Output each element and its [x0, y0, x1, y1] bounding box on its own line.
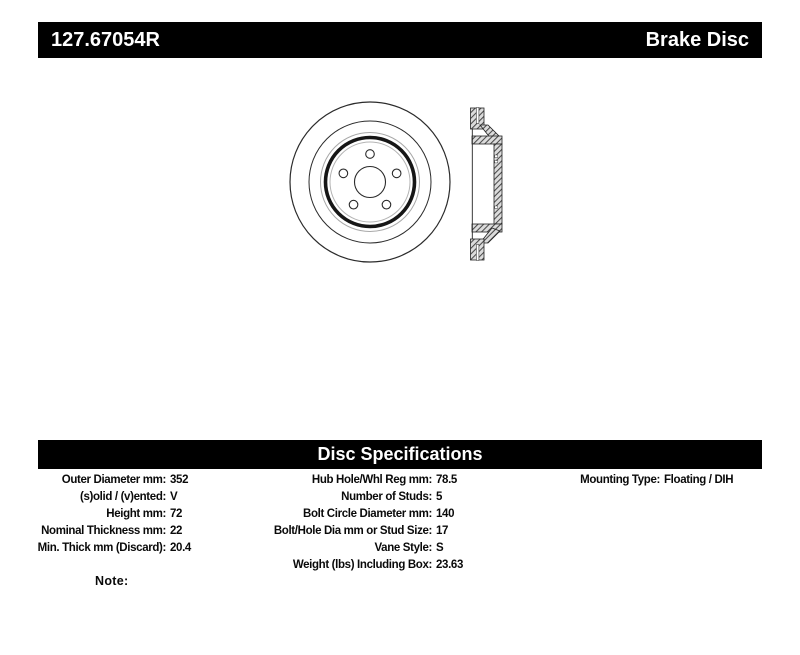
spec-label: Nominal Thickness mm: [41, 524, 166, 537]
spec-row [262, 556, 463, 573]
spec-value: 352 [170, 473, 189, 486]
spec-row [26, 471, 191, 488]
spec-label: Bolt Circle Diameter mm: [303, 507, 432, 520]
spec-row [26, 505, 191, 522]
header-bar [38, 22, 762, 58]
spec-label: Min. Thick mm (Discard): [37, 541, 166, 554]
disc-specifications-title: Disc Specifications [317, 444, 483, 464]
brake-disc-technical-drawing [260, 85, 580, 285]
spec-row [262, 505, 463, 522]
spec-row [26, 522, 191, 539]
spec-value: 140 [436, 507, 455, 520]
product-title: Brake Disc [645, 28, 749, 51]
spec-row [262, 522, 463, 539]
disc-cross-section-icon [471, 108, 503, 261]
spec-label: Outer Diameter mm: [61, 473, 166, 486]
spec-row [262, 488, 463, 505]
spec-label: (s)olid / (v)ented: [80, 490, 166, 503]
spec-label: Number of Studs: [341, 490, 432, 503]
spec-value: Floating / DIH [664, 473, 734, 486]
stud-holes [339, 150, 401, 209]
spec-row [580, 471, 733, 488]
spec-label: Mounting Type: [580, 473, 660, 486]
part-number: 127.67054R [51, 28, 160, 51]
spec-row [262, 539, 463, 556]
disc-front-view-icon [290, 102, 450, 262]
spec-value: 20.4 [170, 541, 191, 554]
spec-label: Height mm: [106, 507, 166, 520]
spec-label: Weight (lbs) Including Box: [292, 558, 432, 571]
spec-value: 17 [436, 524, 449, 537]
spec-value: 23.63 [436, 558, 464, 571]
spec-label: Hub Hole/Whl Reg mm: [311, 473, 432, 486]
spec-label: Vane Style: [374, 541, 432, 554]
spec-column-right [580, 471, 733, 488]
spec-value: 72 [170, 507, 183, 520]
spec-row [26, 539, 191, 556]
spec-row [262, 471, 463, 488]
spec-value: 78.5 [436, 473, 457, 486]
spec-value: V [170, 490, 178, 503]
spec-row [26, 488, 191, 505]
spec-column-middle [262, 471, 463, 573]
spec-value: 5 [436, 490, 443, 503]
spec-value: 22 [170, 524, 183, 537]
spec-column-left [26, 471, 191, 556]
disc-specifications-bar [38, 440, 762, 469]
note-label: Note: [95, 574, 129, 588]
spec-label: Bolt/Hole Dia mm or Stud Size: [273, 524, 432, 537]
spec-value: S [436, 541, 444, 554]
